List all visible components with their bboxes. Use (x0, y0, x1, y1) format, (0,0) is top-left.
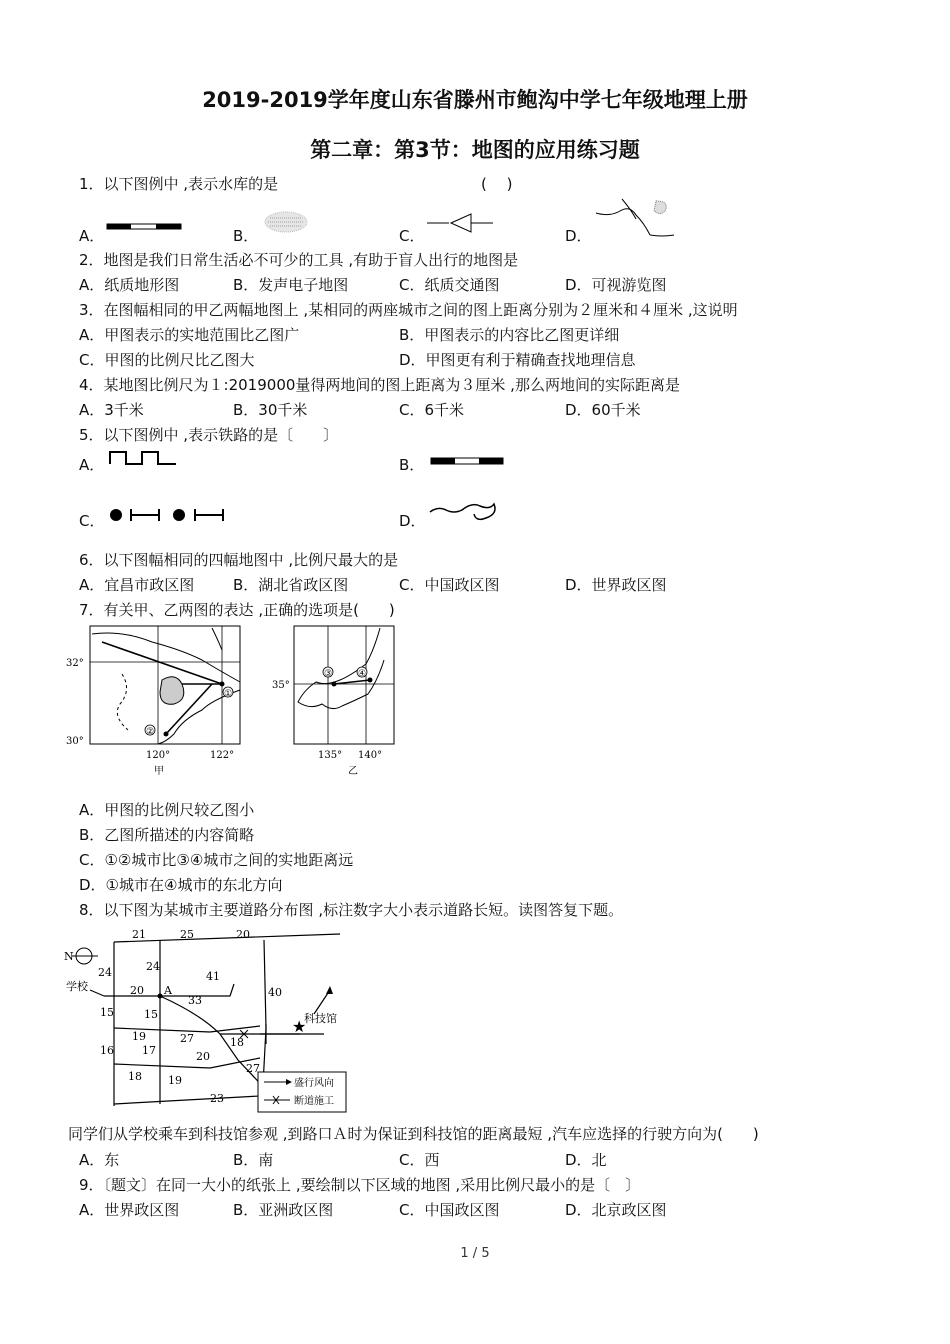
q8-junction-a: A (164, 984, 172, 997)
q8-legend-construction: 断道施工 (294, 1096, 334, 1107)
q7-yi-lon-right: 140° (358, 750, 383, 761)
q7-yi-caption: 乙 (348, 766, 358, 777)
q5-option-c[interactable]: C． (79, 512, 105, 530)
q7-jia-city-2: ② (146, 727, 155, 737)
q8-road-number: 18 (230, 1036, 244, 1049)
q8-road-number: 20 (130, 984, 144, 997)
q1-stem: 1．以下图例中 ,表示水库的是 (79, 175, 279, 193)
q7-stem: 7．有关甲、乙两图的表达 ,正确的选项是( ) (79, 601, 395, 619)
q2-option-c[interactable]: C．纸质交通图 (399, 276, 500, 294)
q6-option-b[interactable]: B．湖北省政区图 (233, 576, 349, 594)
q2-stem: 2．地图是我们日常生活必不可少的工具 ,有助于盲人出行的地图是 (79, 251, 519, 269)
q8-junction-a-dot (158, 994, 163, 999)
doc-title-line1: 2019-2019学年度山东省滕州市鲍沟中学七年级地理上册 (202, 88, 748, 112)
q4-option-d[interactable]: D．60千米 (565, 401, 641, 419)
q9-option-c[interactable]: C．中国政区图 (399, 1201, 500, 1219)
q8-option-d[interactable]: D．北 (565, 1151, 607, 1169)
q8-road-map (60, 924, 350, 1118)
q3-option-c[interactable]: C．甲图的比例尺比乙图大 (79, 351, 255, 369)
q8-road-number: 15 (144, 1008, 158, 1021)
q4-option-a[interactable]: A．3千米 (79, 401, 144, 419)
q8-road-number: 17 (142, 1044, 156, 1057)
q1-reservoir-symbol (262, 208, 312, 238)
q8-option-a[interactable]: A．东 (79, 1151, 120, 1169)
q9-option-a[interactable]: A．世界政区图 (79, 1201, 180, 1219)
q2-option-a[interactable]: A．纸质地形图 (79, 276, 180, 294)
q4-option-b[interactable]: B．30千米 (233, 401, 308, 419)
q8-school-label: 学校 (66, 980, 88, 993)
q1-river-symbol (592, 195, 678, 240)
q7-map-jia (62, 620, 252, 780)
q7-jia-lat-bottom: 30° (66, 736, 84, 747)
q7-jia-caption: 甲 (154, 766, 164, 777)
q7-yi-lat: 35° (272, 680, 290, 691)
q2-option-d[interactable]: D．可视游览图 (565, 276, 667, 294)
q8-road-number: 25 (180, 928, 194, 941)
q8-legend-wind: 盛行风向 (294, 1078, 334, 1089)
q3-stem: 3．在图幅相同的甲乙两幅地图上 ,某相同的两座城市之间的图上距离分别为２厘米和４厘米 ,这说明 (79, 301, 738, 319)
q8-option-c[interactable]: C．西 (399, 1151, 440, 1169)
q8-road-number: 15 (100, 1006, 114, 1019)
q5-railway-symbol (430, 456, 504, 466)
q8-museum-star: ★ (292, 1017, 307, 1036)
q7-option-b[interactable]: B．乙图所描述的内容简略 (79, 826, 255, 844)
q8-sub-question: 同学们从学校乘车到科技馆参观 ,到路口Ａ时为保证到科技馆的距离最短 ,汽车应选择的行驶方向为( ) (68, 1125, 759, 1143)
q7-yi-city-4: ④ (358, 669, 367, 679)
q3-option-d[interactable]: D．甲图更有利于精确查找地理信息 (399, 351, 636, 369)
q6-option-d[interactable]: D．世界政区图 (565, 576, 667, 594)
q6-stem: 6．以下图幅相同的四幅地图中 ,比例尺最大的是 (79, 551, 399, 569)
q7-jia-city-1: ① (224, 689, 233, 699)
q8-road-number: 41 (206, 970, 220, 983)
q8-road-number: 27 (180, 1032, 194, 1045)
q8-road-number: 20 (236, 928, 250, 941)
q5-option-a[interactable]: A． (79, 456, 105, 474)
q8-road-number: 19 (168, 1074, 182, 1087)
q8-stem: 8．以下图为某城市主要道路分布图 ,标注数字大小表示道路长短。读图答复下题。 (79, 901, 624, 919)
q1-option-d[interactable]: D． (565, 227, 592, 245)
q7-map-yi (270, 620, 400, 780)
q8-road-number: 24 (146, 960, 160, 973)
page-number: 1 / 5 (460, 1246, 490, 1261)
q9-option-b[interactable]: B．亚洲政区图 (233, 1201, 334, 1219)
q7-jia-lon-right: 122° (210, 750, 235, 761)
q1-option-c[interactable]: C． (399, 227, 425, 245)
q3-option-a[interactable]: A．甲图表示的实地范围比乙图广 (79, 326, 300, 344)
q7-yi-lon-left: 135° (318, 750, 343, 761)
q9-stem: 9．〔题文〕在同一大小的纸张上 ,要绘制以下区域的地图 ,采用比例尺最小的是〔 〕 (79, 1176, 641, 1194)
q5-wall-symbol (108, 449, 178, 467)
q4-option-c[interactable]: C．6千米 (399, 401, 465, 419)
q2-option-b[interactable]: B．发声电子地图 (233, 276, 349, 294)
q8-road-number: 19 (132, 1030, 146, 1043)
q1-paren: ( ) (481, 175, 513, 193)
q3-option-b[interactable]: B．甲图表示的内容比乙图更详细 (399, 326, 620, 344)
q7-option-a[interactable]: A．甲图的比例尺较乙图小 (79, 801, 255, 819)
q7-option-d[interactable]: D．①城市在④城市的东北方向 (79, 876, 283, 894)
q1-dam-symbol (425, 210, 495, 236)
q8-museum-label: 科技馆 (304, 1012, 337, 1025)
q7-jia-lon-left: 120° (146, 750, 171, 761)
q8-road-number: 40 (268, 986, 282, 999)
doc-title-line2: 第二章：第3节：地图的应用练习题 (310, 138, 640, 162)
q8-road-number: 33 (188, 994, 202, 1007)
q7-yi-city-3: ③ (324, 669, 333, 679)
q8-road-number: 20 (196, 1050, 210, 1063)
q8-option-b[interactable]: B．南 (233, 1151, 274, 1169)
q4-stem: 4．某地图比例尺为１:2019000量得两地间的图上距离为３厘米 ,那么两地间的实际距离是 (79, 376, 680, 394)
q9-option-d[interactable]: D．北京政区图 (565, 1201, 667, 1219)
q5-stem: 5．以下图例中 ,表示铁路的是〔 〕 (79, 426, 339, 444)
q5-option-d[interactable]: D． (399, 512, 426, 530)
q1-option-a[interactable]: A． (79, 227, 105, 245)
q1-boundary-symbol (106, 222, 182, 232)
q7-jia-lat-top: 32° (66, 658, 84, 669)
q8-road-number: 21 (132, 928, 146, 941)
q8-road-number: 24 (98, 966, 112, 979)
q6-option-c[interactable]: C．中国政区图 (399, 576, 500, 594)
q1-option-b[interactable]: B． (233, 227, 259, 245)
q8-road-number: 16 (100, 1044, 114, 1057)
q5-boundary-dots-symbol (107, 506, 229, 524)
q8-road-number: 18 (128, 1070, 142, 1083)
q6-option-a[interactable]: A．宜昌市政区图 (79, 576, 195, 594)
q8-north-label: N (64, 950, 74, 963)
q8-road-number: 23 (210, 1092, 224, 1105)
q8-road-number: 27 (246, 1062, 260, 1075)
q5-option-b[interactable]: B． (399, 456, 425, 474)
q5-river-symbol (428, 496, 500, 526)
q7-option-c[interactable]: C．①②城市比③④城市之间的实地距离远 (79, 851, 354, 869)
